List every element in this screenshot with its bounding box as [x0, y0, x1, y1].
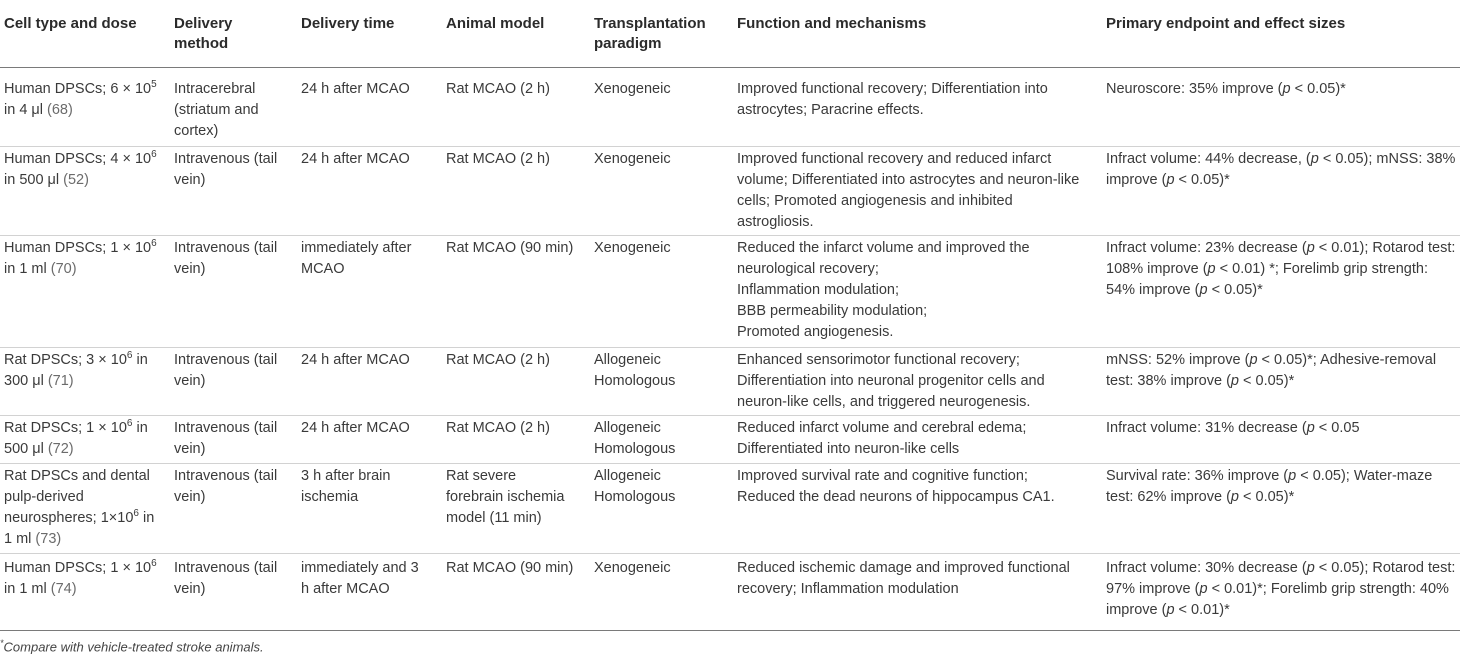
cell-type-dose: Human DPSCs; $1 \times 10^6$ in 1 ml (70) — [4, 238, 157, 277]
delivery-time: immediately after MCAO — [301, 240, 412, 277]
header-primary-endpoint: Primary endpoint and effect sizes — [1106, 15, 1346, 32]
table-bottom-rule — [0, 630, 1460, 631]
function-line: BBB permeability modulation; — [737, 303, 928, 319]
animal-model: Rat MCAO (2 h) — [446, 420, 550, 436]
reference-link[interactable]: (74) — [50, 581, 77, 597]
delivery-time: 24 h after MCAO — [301, 352, 410, 368]
table-row — [0, 415, 1460, 464]
delivery-method: Intracerebral (striatum and cortex) — [174, 81, 259, 139]
animal-model: Rat severe forebrain ischemia model (11 min) — [446, 468, 565, 526]
function-mechanisms: Reduced ischemic damage and improved functional recovery; Inflammation modulation — [737, 560, 1070, 597]
table-row — [0, 67, 1460, 146]
transplantation-paradigm: Xenogeneic — [594, 81, 671, 97]
reference-link[interactable]: (68) — [47, 102, 73, 118]
header-function-mechanisms: Function and mechanisms — [737, 15, 927, 32]
delivery-time: 24 h after MCAO — [301, 420, 410, 436]
delivery-method: Intravenous (tail vein) — [174, 240, 278, 277]
function-line: Reduced the infarct volume and improved the neurological recovery; — [737, 240, 1030, 277]
cell-type-dose: Human DPSCs; $6 \times 10^5$ in 4 μl (68) — [4, 79, 157, 118]
delivery-method: Intravenous (tail vein) — [174, 420, 278, 457]
table-footnote: *Compare with vehicle-treated stroke animals. — [0, 638, 264, 655]
function-mechanisms: Improved survival rate and cognitive function; Reduced the dead neurons of hippocampus CA1. — [737, 468, 1055, 505]
reference-link[interactable]: (52) — [63, 172, 89, 188]
animal-model: Rat MCAO (2 h) — [446, 151, 550, 167]
delivery-method: Intravenous (tail vein) — [174, 468, 278, 505]
table-row — [0, 146, 1460, 236]
reference-link[interactable]: (70) — [50, 261, 77, 277]
header-cell-type-dose: Cell type and dose — [4, 15, 137, 32]
function-mechanisms — [737, 238, 1082, 343]
cell-type-dose: Rat DPSCs; $1 \times 10^6$ in 500 μl (72) — [4, 418, 148, 457]
cell-type-dose: Rat DPSCs; $3 \times 10^6$ in 300 μl (71) — [4, 350, 148, 389]
primary-endpoint: Survival rate: 36% improve (p < 0.05); Water-maze test: 62% improve (p < 0.05)* — [1106, 468, 1433, 505]
function-mechanisms: Enhanced sensorimotor functional recovery; Differentiation into neuronal progenitor cells and neuron-like cells, and triggered neurogenesis. — [737, 352, 1045, 410]
delivery-time: 24 h after MCAO — [301, 151, 410, 167]
cell-type-dose: Rat DPSCs and dental pulp-derived neurospheres; $1\times 10^6$ in 1 ml (73) — [4, 468, 155, 547]
function-mechanisms: Improved functional recovery and reduced infarct volume; Differentiated into astrocytes and neuron-like cells; Promoted angiogenesis and inhibited astrogliosis. — [737, 151, 1080, 230]
primary-endpoint: Infract volume: 31% decrease (p < 0.05 — [1106, 420, 1360, 436]
delivery-time: immediately and 3 h after MCAO — [301, 560, 419, 597]
transplantation-paradigm: Allogeneic Homologous — [594, 420, 676, 457]
animal-model: Rat MCAO (2 h) — [446, 81, 550, 97]
primary-endpoint: Infract volume: 44% decrease, (p < 0.05); mNSS: 38% improve (p < 0.05)* — [1106, 151, 1456, 188]
function-mechanisms: Reduced infarct volume and cerebral edema; Differentiated into neuron-like cells — [737, 420, 1027, 457]
transplantation-paradigm: Xenogeneic — [594, 151, 671, 167]
delivery-time: 3 h after brain ischemia — [301, 468, 391, 505]
primary-endpoint: Infract volume: 23% decrease (p < 0.01); Rotarod test: 108% improve (p < 0.01) *; Forelimb grip strength: 54% improve (p < 0.05)* — [1106, 240, 1456, 298]
table-row — [0, 553, 1460, 631]
transplantation-paradigm: Xenogeneic — [594, 240, 671, 256]
primary-endpoint: Neuroscore: 35% improve (p < 0.05)* — [1106, 81, 1346, 97]
function-line: Inflammation modulation; — [737, 282, 899, 298]
table-row — [0, 463, 1460, 554]
table-row — [0, 235, 1460, 348]
delivery-time: 24 h after MCAO — [301, 81, 410, 97]
transplantation-paradigm: Allogeneic Homologous — [594, 352, 676, 389]
function-mechanisms: Improved functional recovery; Differentiation into astrocytes; Paracrine effects. — [737, 81, 1048, 118]
header-animal-model: Animal model — [446, 15, 545, 32]
animal-model: Rat MCAO (90 min) — [446, 240, 574, 256]
reference-link[interactable]: (71) — [47, 373, 74, 389]
primary-endpoint: mNSS: 52% improve (p < 0.05)*; Adhesive-removal test: 38% improve (p < 0.05)* — [1106, 352, 1437, 389]
header-delivery-time: Delivery time — [301, 15, 395, 32]
cell-type-dose: Human DPSCs; $1 \times 10^6$ in 1 ml (74) — [4, 558, 157, 597]
cell-type-dose: Human DPSCs; $4 \times 10^6$ in 500 μl (52) — [4, 149, 157, 188]
delivery-method: Intravenous (tail vein) — [174, 352, 278, 389]
table-row — [0, 347, 1460, 416]
header-delivery-method: Delivery method — [174, 15, 233, 52]
header-transplantation-paradigm: Transplantation paradigm — [594, 15, 706, 52]
delivery-method: Intravenous (tail vein) — [174, 151, 278, 188]
function-line: Promoted angiogenesis. — [737, 324, 894, 340]
animal-model: Rat MCAO (2 h) — [446, 352, 550, 368]
primary-endpoint: Infract volume: 30% decrease (p < 0.05); Rotarod test: 97% improve (p < 0.01)*; Forelimb grip strength: 40% improve (p < 0.01)* — [1106, 560, 1456, 618]
delivery-method: Intravenous (tail vein) — [174, 560, 278, 597]
transplantation-paradigm: Allogeneic Homologous — [594, 468, 676, 505]
animal-model: Rat MCAO (90 min) — [446, 560, 574, 576]
reference-link[interactable]: (73) — [35, 531, 62, 547]
transplantation-paradigm: Xenogeneic — [594, 560, 671, 576]
table-header — [0, 0, 1460, 68]
reference-link[interactable]: (72) — [47, 441, 74, 457]
